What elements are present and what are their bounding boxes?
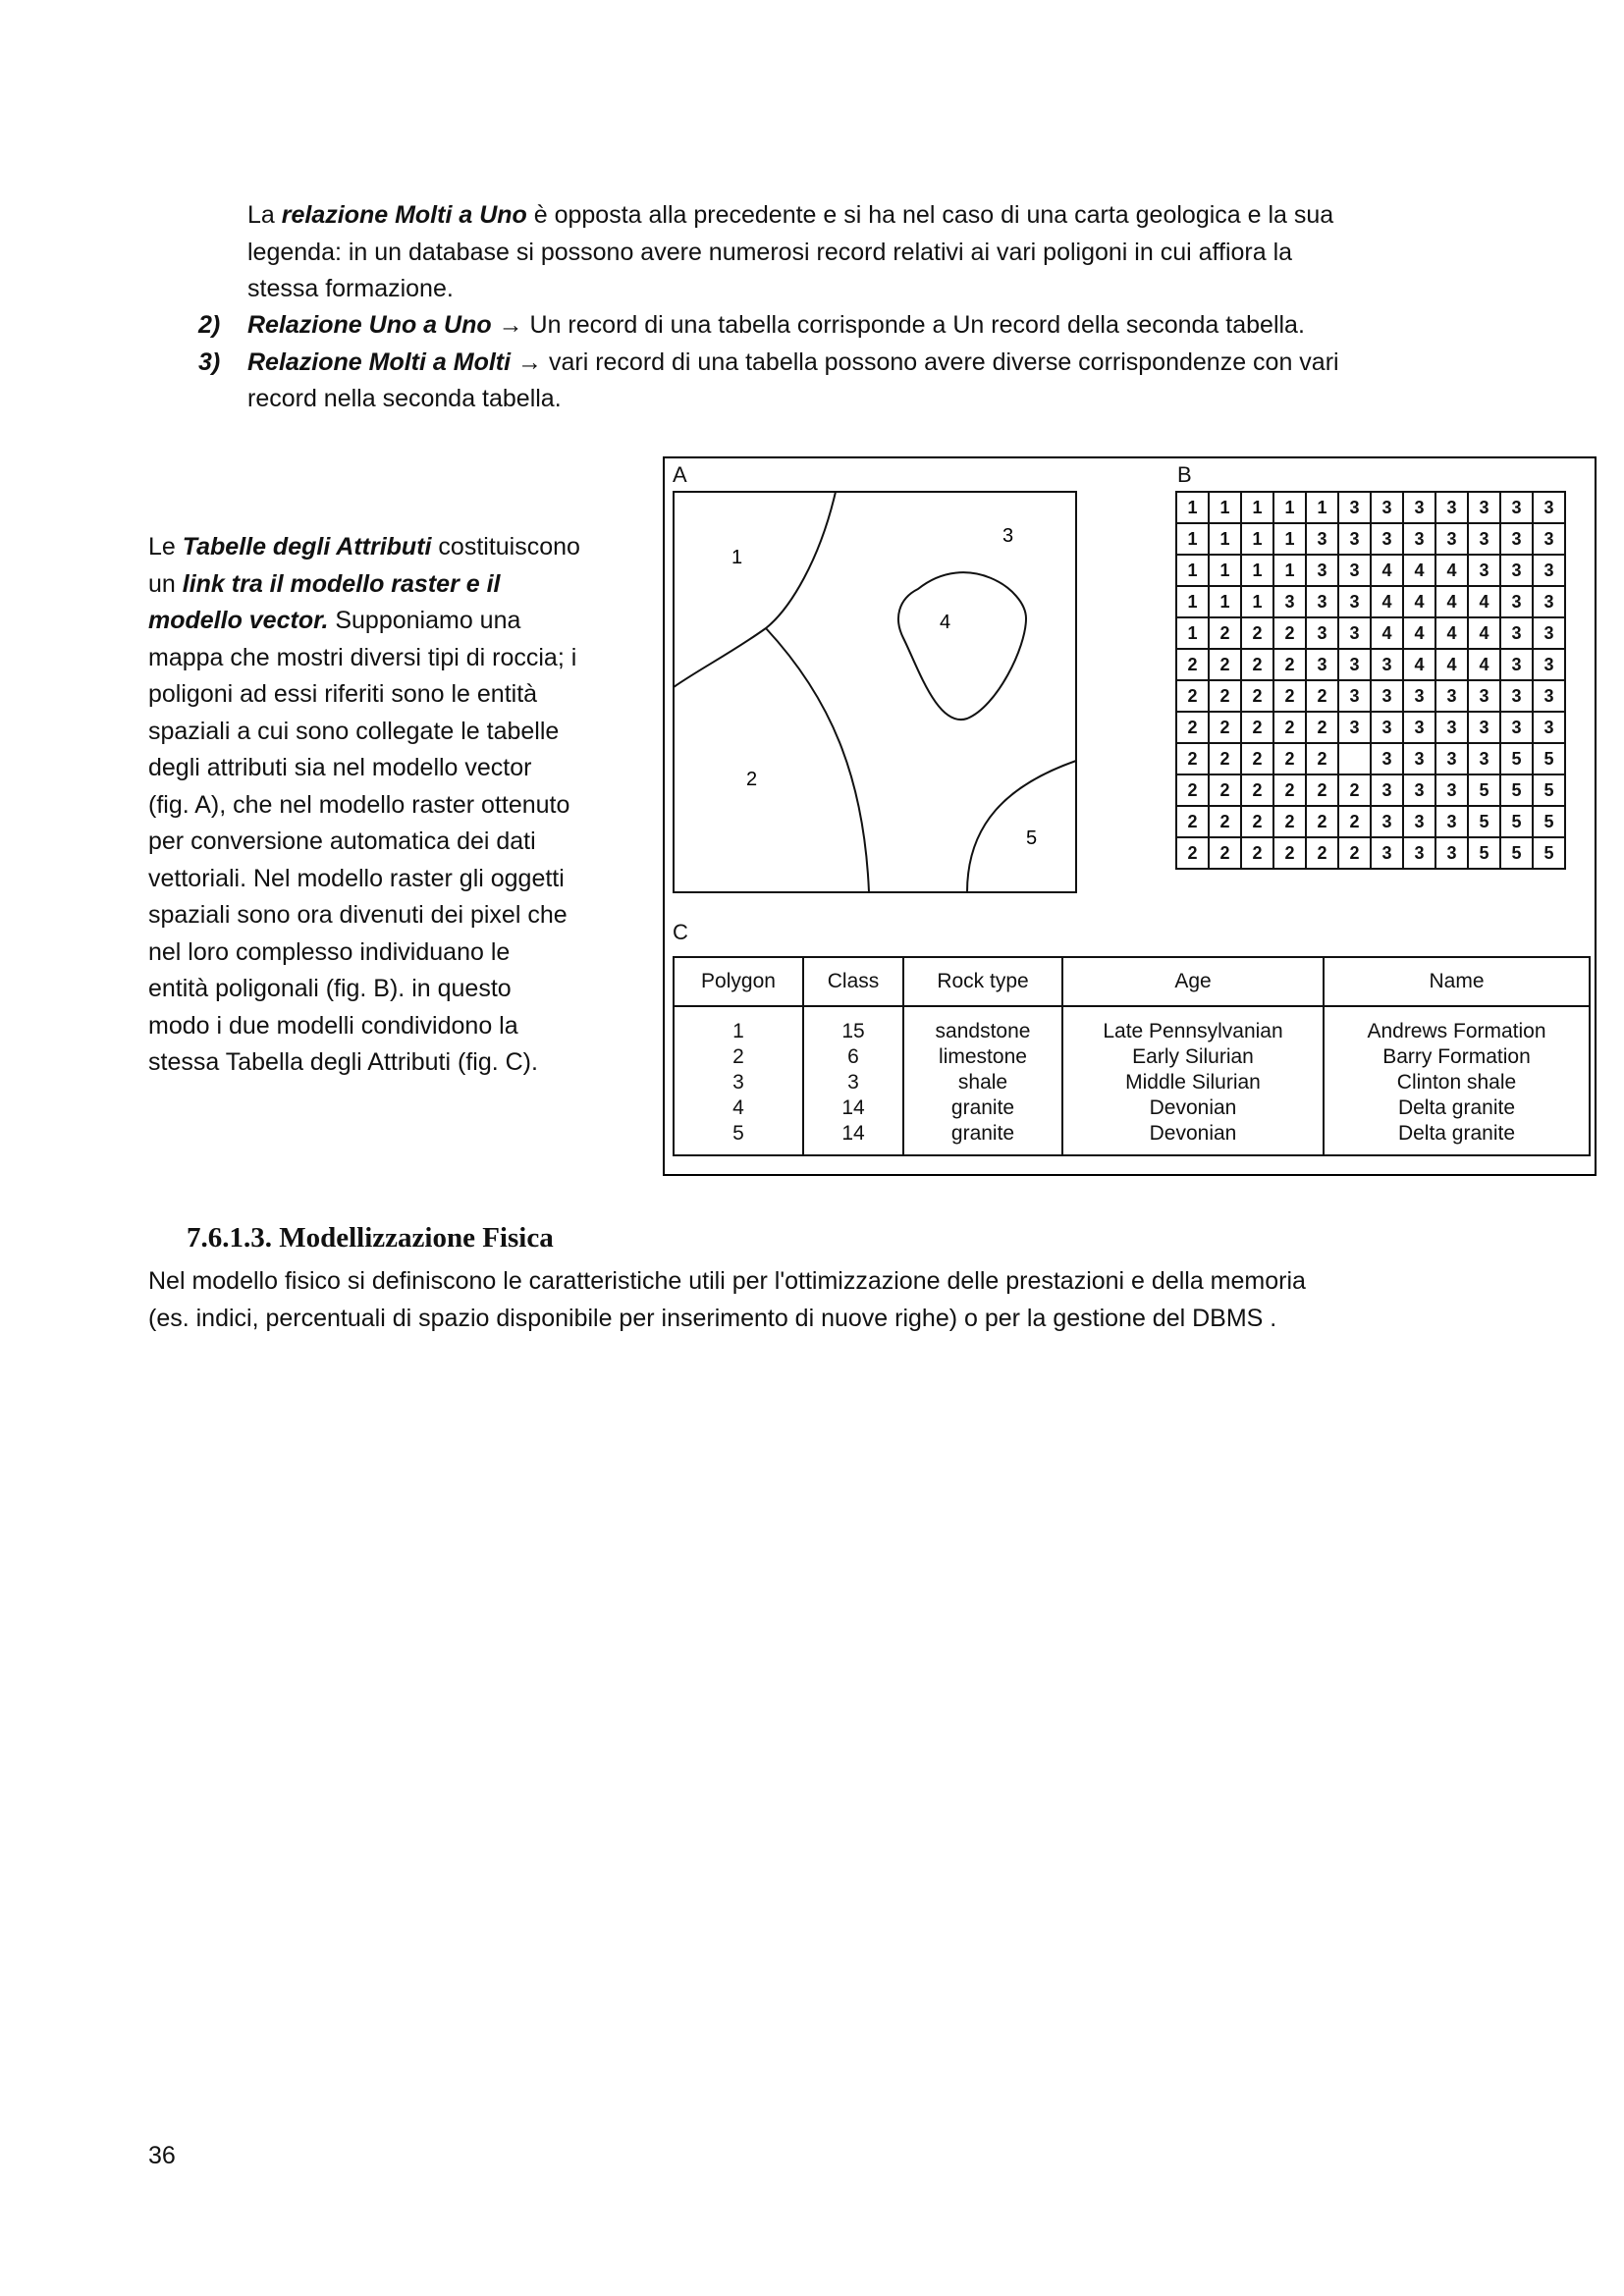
section-body: [148, 1263, 1306, 1337]
grid-row: [1176, 806, 1565, 837]
grid-cell: 5: [1500, 837, 1533, 869]
table-cell: 15: [841, 1020, 865, 1042]
grid-cell: 1: [1273, 492, 1306, 523]
grid-cell: 1: [1306, 492, 1338, 523]
grid-cell: 4: [1403, 555, 1435, 586]
side-line: [148, 676, 580, 714]
grid-cell: 3: [1500, 523, 1533, 555]
grid-cell: 3: [1371, 492, 1403, 523]
side-text-segment: Supponiamo una: [328, 607, 521, 634]
column-header: Polygon: [674, 957, 803, 1006]
grid-cell: 2: [1176, 806, 1209, 837]
grid-cell: 3: [1533, 712, 1565, 743]
grid-cell: 3: [1371, 523, 1403, 555]
grid-cell: 1: [1241, 586, 1273, 617]
grid-cell: 5: [1533, 837, 1565, 869]
grid-cell: 3: [1435, 712, 1468, 743]
grid-cell: 2: [1209, 837, 1241, 869]
page-number: 36: [148, 2142, 176, 2169]
side-line: [148, 897, 580, 934]
grid-cell: 3: [1533, 492, 1565, 523]
grid-row: [1176, 680, 1565, 712]
side-text-segment: (fig. A), che nel modello raster ottenuto: [148, 790, 570, 819]
table-cell: Clinton shale: [1396, 1071, 1517, 1094]
grid-cell: 2: [1241, 806, 1273, 837]
grid-cell: 5: [1468, 837, 1500, 869]
grid-cell: 4: [1435, 617, 1468, 649]
table-cell: 3: [847, 1071, 859, 1094]
column-header: Class: [803, 957, 903, 1006]
grid-cell: 4: [1371, 617, 1403, 649]
grid-cell: 5: [1468, 774, 1500, 806]
side-text-segment: spaziali a cui sono collegate le tabelle: [148, 717, 560, 745]
grid-cell: 1: [1176, 492, 1209, 523]
grid-cell: 3: [1500, 712, 1533, 743]
side-text-segment: poligoni ad essi riferiti sono le entità: [148, 680, 538, 708]
grid-cell: 3: [1403, 712, 1435, 743]
grid-row: [1176, 523, 1565, 555]
grid-cell: 2: [1209, 649, 1241, 680]
grid-row: [1176, 555, 1565, 586]
table-column: [674, 1006, 803, 1155]
grid-row: [1176, 586, 1565, 617]
grid-cell: 2: [1241, 712, 1273, 743]
grid-cell: 2: [1306, 774, 1338, 806]
table-cell: 3: [732, 1071, 744, 1094]
table-cell: 14: [841, 1122, 865, 1145]
grid-cell: 2: [1209, 617, 1241, 649]
grid-cell: 2: [1209, 712, 1241, 743]
grid-cell: 3: [1371, 680, 1403, 712]
grid-cell: 3: [1435, 837, 1468, 869]
grid-cell: 2: [1306, 837, 1338, 869]
grid-cell: 3: [1500, 617, 1533, 649]
map-label: 3: [1002, 525, 1014, 547]
grid-cell: 2: [1273, 806, 1306, 837]
side-text-segment: Tabelle degli Attributi: [182, 533, 432, 561]
side-paragraph: [148, 529, 580, 1082]
table-cell: granite: [950, 1096, 1015, 1119]
grid-cell: 2: [1273, 743, 1306, 774]
grid-cell: 2: [1241, 774, 1273, 806]
table-cell: Delta granite: [1397, 1096, 1516, 1119]
attribute-table: [673, 956, 1591, 1156]
side-text-segment: modo i due modelli condividono la: [148, 1011, 518, 1040]
side-text-segment: un: [148, 569, 183, 598]
figure-raster-vector: [663, 456, 1597, 1176]
grid-cell: 3: [1435, 743, 1468, 774]
grid-cell: 2: [1273, 712, 1306, 743]
grid-row: [1176, 774, 1565, 806]
column-header: Rock type: [903, 957, 1062, 1006]
section-heading: 7.6.1.3. Modellizzazione Fisica: [187, 1222, 554, 1254]
side-line: [148, 1008, 580, 1045]
table-column: [1324, 1006, 1590, 1155]
side-line: [148, 566, 580, 604]
grid-cell: 2: [1306, 712, 1338, 743]
list-item-continuation: record nella seconda tabella.: [247, 385, 562, 412]
table-cell: 14: [841, 1096, 865, 1119]
table-cell: limestone: [939, 1045, 1027, 1068]
grid-cell: 2: [1306, 806, 1338, 837]
grid-cell: 4: [1435, 649, 1468, 680]
relations-list: [198, 307, 1339, 418]
grid-cell: 2: [1338, 806, 1371, 837]
grid-cell: 3: [1533, 586, 1565, 617]
side-text-segment: per conversione automatica dei dati: [148, 828, 536, 855]
grid-cell: 3: [1371, 774, 1403, 806]
grid-cell: 3: [1338, 492, 1371, 523]
grid-cell: 3: [1403, 806, 1435, 837]
grid-cell: 3: [1306, 649, 1338, 680]
side-line: [148, 934, 580, 972]
side-text-segment: entità poligonali (fig. B). in questo: [148, 975, 512, 1002]
body-line: Nel modello fisico si definiscono le caratteristiche utili per l'ottimizzazione delle prestazioni e della memoria: [148, 1267, 1306, 1295]
table-cell: Andrews Formation: [1367, 1020, 1546, 1042]
grid-cell: 3: [1306, 555, 1338, 586]
map-label: 4: [940, 612, 951, 633]
table-cell: Barry Formation: [1382, 1045, 1531, 1068]
grid-cell: 2: [1306, 743, 1338, 774]
side-line: [148, 787, 580, 825]
column-header: Age: [1062, 957, 1324, 1006]
grid-cell: 3: [1338, 712, 1371, 743]
grid-cell: 2: [1273, 837, 1306, 869]
side-line: [148, 714, 580, 751]
grid-cell: 5: [1500, 774, 1533, 806]
grid-cell: 2: [1241, 649, 1273, 680]
grid-cell: 1: [1176, 617, 1209, 649]
grid-cell: 3: [1306, 617, 1338, 649]
grid-cell: 1: [1176, 586, 1209, 617]
grid-cell: 2: [1209, 806, 1241, 837]
grid-cell: 3: [1338, 555, 1371, 586]
intro-paragraph: [247, 197, 1333, 308]
table-cell: shale: [957, 1071, 1008, 1094]
grid-cell: 3: [1306, 586, 1338, 617]
table-cell: granite: [950, 1122, 1015, 1145]
grid-cell: 1: [1273, 555, 1306, 586]
table-cell: Early Silurian: [1132, 1045, 1254, 1068]
grid-cell: 2: [1241, 617, 1273, 649]
side-line: [148, 603, 580, 640]
grid-cell: 3: [1306, 523, 1338, 555]
side-line: [148, 1044, 580, 1082]
side-text-segment: modello vector.: [148, 607, 329, 634]
grid-cell: 2: [1176, 774, 1209, 806]
grid-cell: 3: [1533, 680, 1565, 712]
table-cell: 4: [732, 1096, 744, 1119]
grid-cell: 3: [1435, 680, 1468, 712]
table-column: [1062, 1006, 1324, 1155]
grid-cell: 2: [1273, 617, 1306, 649]
table-body: [674, 1006, 1590, 1155]
map-label: 5: [1026, 828, 1038, 849]
grid-cell: 5: [1500, 743, 1533, 774]
grid-cell: 4: [1371, 586, 1403, 617]
grid-cell: 3: [1338, 617, 1371, 649]
table-cell: Devonian: [1149, 1096, 1237, 1119]
grid-cell: 3: [1533, 523, 1565, 555]
table-cell: Middle Silurian: [1125, 1071, 1261, 1094]
grid-cell: 2: [1209, 743, 1241, 774]
grid-row: [1176, 837, 1565, 869]
grid-cell: 3: [1403, 492, 1435, 523]
grid-cell: 2: [1306, 680, 1338, 712]
grid-cell: 1: [1209, 586, 1241, 617]
grid-cell: 3: [1338, 586, 1371, 617]
intro-line: legenda: in un database si possono avere numerosi record relativi ai vari poligoni in cui affiora la: [247, 238, 1293, 266]
list-item: 3) Relazione Molti a Molti → vari record di una tabella possono avere diverse corrispondenze con vari: [198, 347, 1339, 376]
side-text-segment: spaziali sono ora divenuti dei pixel che: [148, 901, 568, 929]
grid-cell: 3: [1435, 523, 1468, 555]
grid-cell: 3: [1500, 649, 1533, 680]
grid-cell: 3: [1371, 712, 1403, 743]
grid-cell: 3: [1371, 837, 1403, 869]
grid-cell: [1338, 743, 1371, 774]
side-text-segment: degli attributi sia nel modello vector: [148, 754, 532, 781]
column-header: Name: [1324, 957, 1590, 1006]
grid-cell: 5: [1468, 806, 1500, 837]
table-column: [803, 1006, 903, 1155]
grid-cell: 2: [1338, 837, 1371, 869]
grid-cell: 1: [1209, 555, 1241, 586]
vector-map: [673, 491, 1077, 893]
grid-cell: 1: [1241, 523, 1273, 555]
grid-cell: 5: [1533, 743, 1565, 774]
grid-cell: 4: [1435, 586, 1468, 617]
grid-cell: 3: [1273, 586, 1306, 617]
grid-cell: 4: [1468, 617, 1500, 649]
grid-cell: 4: [1403, 586, 1435, 617]
side-text-segment: nel loro complesso individuano le: [148, 937, 511, 966]
table-cell: Late Pennsylvanian: [1103, 1020, 1283, 1042]
map-label: 1: [731, 547, 743, 568]
grid-cell: 4: [1435, 555, 1468, 586]
table-header-row: [674, 957, 1590, 1006]
grid-cell: 3: [1403, 774, 1435, 806]
side-line: [148, 861, 580, 898]
grid-cell: 1: [1273, 523, 1306, 555]
grid-cell: 1: [1176, 523, 1209, 555]
grid-cell: 2: [1273, 680, 1306, 712]
side-text-segment: mappa che mostri diversi tipi di roccia; i: [148, 643, 577, 671]
grid-cell: 5: [1533, 774, 1565, 806]
side-text-segment: link tra il modello raster e il: [182, 569, 501, 598]
grid-cell: 3: [1403, 680, 1435, 712]
grid-cell: 3: [1533, 617, 1565, 649]
grid-cell: 3: [1468, 680, 1500, 712]
grid-cell: 2: [1273, 774, 1306, 806]
intro-line: stessa formazione.: [247, 275, 454, 302]
grid-cell: 2: [1176, 743, 1209, 774]
table-cell: Delta granite: [1397, 1122, 1516, 1145]
grid-cell: 3: [1338, 523, 1371, 555]
grid-cell: 3: [1371, 649, 1403, 680]
side-text-segment: stessa Tabella degli Attributi (fig. C).: [148, 1048, 538, 1076]
grid-cell: 4: [1371, 555, 1403, 586]
grid-cell: 4: [1403, 617, 1435, 649]
grid-cell: 3: [1468, 523, 1500, 555]
table-cell: Devonian: [1149, 1122, 1237, 1145]
grid-cell: 2: [1176, 712, 1209, 743]
grid-cell: 1: [1176, 555, 1209, 586]
grid-cell: 3: [1500, 555, 1533, 586]
grid-row: [1176, 649, 1565, 680]
grid-row: [1176, 492, 1565, 523]
grid-cell: 5: [1533, 806, 1565, 837]
grid-cell: 3: [1468, 712, 1500, 743]
grid-cell: 2: [1176, 680, 1209, 712]
grid-cell: 2: [1338, 774, 1371, 806]
figure-label-b: B: [1177, 462, 1192, 487]
table-cell: 5: [732, 1122, 744, 1145]
side-text-segment: vettoriali. Nel modello raster gli oggetti: [148, 864, 565, 892]
grid-row: [1176, 743, 1565, 774]
grid-cell: 2: [1273, 649, 1306, 680]
grid-cell: 2: [1241, 837, 1273, 869]
table-cell: 2: [732, 1045, 744, 1068]
grid-row: [1176, 712, 1565, 743]
grid-cell: 2: [1241, 743, 1273, 774]
table-cell: 6: [847, 1045, 859, 1068]
grid-cell: 5: [1500, 806, 1533, 837]
grid-cell: 1: [1241, 492, 1273, 523]
intro-line: La relazione Molti a Uno è opposta alla precedente e si ha nel caso di una carta geologica e la sua: [247, 201, 1334, 229]
table-cell: 1: [732, 1020, 744, 1042]
grid-cell: 3: [1435, 806, 1468, 837]
table-cell: sandstone: [935, 1020, 1031, 1042]
grid-cell: 3: [1371, 743, 1403, 774]
grid-cell: 2: [1209, 774, 1241, 806]
figure-label-c: C: [673, 920, 688, 944]
grid-cell: 3: [1468, 555, 1500, 586]
side-line: [148, 824, 580, 861]
side-text-segment: costituiscono: [431, 533, 580, 561]
grid-cell: 4: [1468, 649, 1500, 680]
grid-cell: 2: [1176, 649, 1209, 680]
list-item: 2) Relazione Uno a Uno → Un record di una tabella corrisponde a Un record della seconda tabella.: [198, 311, 1305, 339]
grid-cell: 2: [1209, 680, 1241, 712]
grid-cell: 1: [1209, 492, 1241, 523]
grid-cell: 3: [1500, 492, 1533, 523]
grid-cell: 3: [1371, 806, 1403, 837]
grid-cell: 1: [1209, 523, 1241, 555]
grid-cell: 4: [1468, 586, 1500, 617]
side-line: [148, 750, 580, 787]
grid-cell: 3: [1403, 743, 1435, 774]
grid-cell: 3: [1435, 774, 1468, 806]
grid-cell: 3: [1435, 492, 1468, 523]
grid-cell: 3: [1468, 492, 1500, 523]
grid-cell: 1: [1241, 555, 1273, 586]
grid-cell: 3: [1500, 586, 1533, 617]
grid-row: [1176, 617, 1565, 649]
grid-cell: 3: [1338, 649, 1371, 680]
grid-cell: 3: [1468, 743, 1500, 774]
side-line: [148, 529, 580, 566]
grid-cell: 3: [1533, 649, 1565, 680]
table-column: [903, 1006, 1062, 1155]
grid-cell: 2: [1241, 680, 1273, 712]
side-text-segment: Le: [148, 533, 183, 561]
grid-cell: 3: [1500, 680, 1533, 712]
grid-cell: 4: [1403, 649, 1435, 680]
map-label: 2: [746, 769, 758, 790]
side-line: [148, 640, 580, 677]
figure-label-a: A: [673, 462, 687, 487]
side-line: [148, 971, 580, 1008]
grid-cell: 3: [1403, 837, 1435, 869]
grid-cell: 3: [1533, 555, 1565, 586]
body-line: (es. indici, percentuali di spazio disponibile per inserimento di nuove righe) o per la gestione del DBMS .: [148, 1304, 1277, 1332]
grid-cell: 2: [1176, 837, 1209, 869]
raster-grid: [1175, 491, 1566, 870]
grid-cell: 3: [1403, 523, 1435, 555]
grid-cell: 3: [1338, 680, 1371, 712]
